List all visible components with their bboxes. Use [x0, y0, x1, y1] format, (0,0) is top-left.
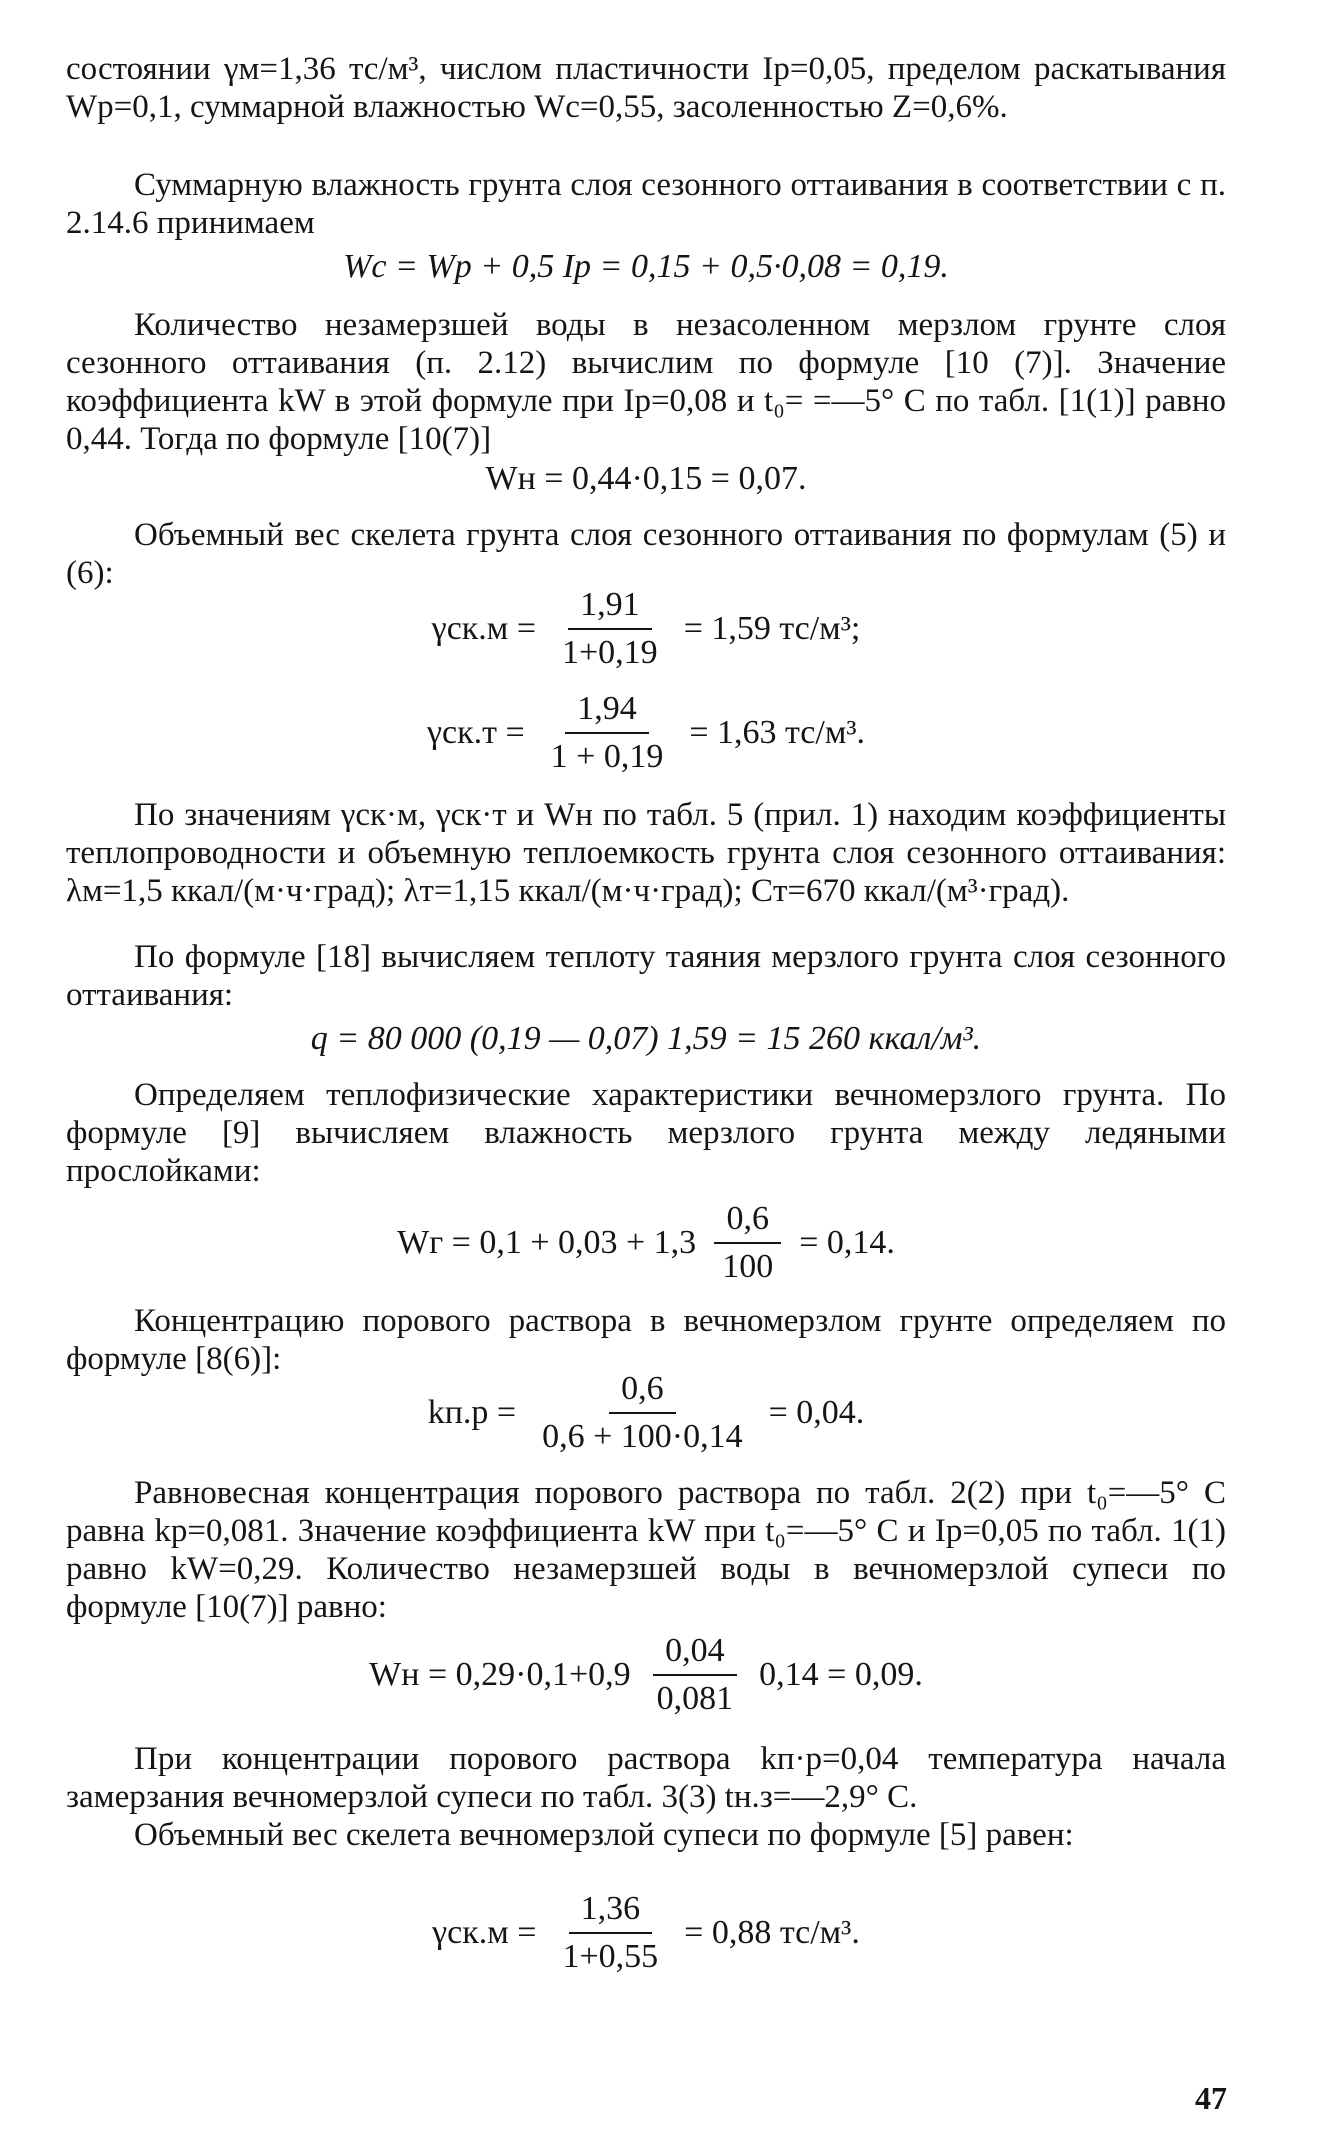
formula-left: γск.м = — [432, 1914, 537, 1951]
paragraph-unfrozen-water: Количество незамерзшей воды в незасоленном мерзлом грунте слоя сезонного оттаивания (п. 2.12) вычислим по формуле [10 (7)]. Значение коэффициента kW в этой формуле при Iр=0,08 и t₀= =—5° С по табл. [1(1)] равно 0,44. Тогда по формуле [10(7)] — [66, 307, 1226, 457]
formula-left: γск.м = — [431, 610, 536, 647]
fraction — [550, 586, 670, 672]
denominator: 1 + 0,19 — [550, 738, 664, 775]
paragraph-freezing-point: При концентрации порового раствора kп·р=0,04 температура начала замерзания вечномерзлой супеси по табл. 3(3) tн.з=—2,9° С. — [66, 1741, 1226, 1815]
formula-unfrozen-water: Wн = 0,44·0,15 = 0,07. — [485, 460, 807, 497]
formula-right: 0,14 = 0,09. — [759, 1656, 923, 1693]
denominator: 1+0,19 — [562, 634, 658, 671]
paragraph-skeleton-weight: Объемный вес скелета грунта слоя сезонного оттаивания по формулам (5) и (6): — [66, 517, 1226, 591]
paragraph-thaw-heat: По формуле [18] вычисляем теплоту таяния мерзлого грунта слоя сезонного оттаивания: — [66, 939, 1226, 1013]
formula-right: = 1,63 тс/м³. — [689, 714, 866, 751]
paragraph-thermal-coefficients: По значениям γск·м, γск·т и Wн по табл. 5 (прил. 1) находим коэффициенты теплопроводности и объемную теплоемкость грунта слоя сезонного оттаивания: λм=1,5 ккал/(м·ч·град); λт=1,15 ккал/(м·ч·град); Cт=670 ккал/(м³·град). — [66, 797, 1226, 909]
paragraph-total-moisture: Суммарную влажность грунта слоя сезонного оттаивания в соответствии с п. 2.14.6 принимаем — [66, 167, 1226, 241]
formula-left: Wг = 0,1 + 0,03 + 1,3 — [397, 1224, 697, 1261]
formula-right: = 0,04. — [768, 1394, 865, 1431]
formula-left: Wн = 0,29·0,1+0,9 — [369, 1656, 631, 1693]
fraction — [550, 1890, 670, 1976]
fraction — [530, 1370, 755, 1456]
denominator: 0,6 + 100·0,14 — [542, 1418, 743, 1455]
formula-permafrost-skeleton-weight — [66, 1890, 1226, 1976]
formula-ice-layer-moisture — [66, 1200, 1226, 1286]
formula-pore-concentration — [66, 1370, 1226, 1456]
formula-left: kп.р = — [427, 1394, 517, 1431]
formula-right: = 1,59 тс/м³; — [683, 610, 861, 647]
numerator: 1,94 — [565, 690, 649, 734]
paragraph-permafrost-characteristics: Определяем теплофизические характеристики вечномерзлого грунта. По формуле [9] вычисляем влажность мерзлого грунта между ледяными прослойками: — [66, 1077, 1226, 1189]
numerator: 1,36 — [569, 1890, 653, 1934]
formula-thaw-heat: q = 80 000 (0,19 — 0,07) 1,59 = 15 260 ккал/м³. — [310, 1020, 982, 1057]
formula-skeleton-weight-frozen — [66, 586, 1226, 672]
numerator: 0,6 — [609, 1370, 676, 1414]
formula-left: γск.т = — [426, 714, 525, 751]
formula-unfrozen-water-permafrost — [66, 1632, 1226, 1718]
paragraph-soil-properties: состоянии γм=1,36 тс/м³, числом пластичности Iр=0,05, пределом раскатывания Wр=0,1, суммарной влажностью Wс=0,55, засоленностью Z=0,6%. — [66, 51, 1226, 125]
numerator: 0,04 — [653, 1632, 737, 1676]
formula-total-moisture: Wс = Wр + 0,5 Iр = 0,15 + 0,5·0,08 = 0,19. — [343, 248, 949, 285]
denominator: 0,081 — [656, 1680, 734, 1717]
numerator: 0,6 — [714, 1200, 781, 1244]
denominator: 1+0,55 — [562, 1938, 659, 1975]
formula-right: = 0,14. — [799, 1224, 895, 1261]
fraction — [645, 1632, 746, 1718]
paragraph-permafrost-skeleton: Объемный вес скелета вечномерзлой супеси по формуле [5] равен: — [134, 1817, 1074, 1853]
formula-skeleton-weight-thawed — [66, 690, 1226, 776]
fraction — [539, 690, 676, 776]
paragraph-pore-solution: Концентрацию порового раствора в вечномерзлом грунте определяем по формуле [8(6)]: — [66, 1303, 1226, 1377]
fraction — [710, 1200, 785, 1286]
page-number: 47 — [1195, 2080, 1227, 2116]
paragraph-equilibrium-concentration: Равновесная концентрация порового раствора по табл. 2(2) при t₀=—5° С равна kр=0,081. Значение коэффициента kW при t₀=—5° С и Iр=0,05 по табл. 1(1) равно kW=0,29. Количество незамерзшей воды в вечномерзлой супеси по формуле [10(7)] равно: — [66, 1475, 1226, 1625]
numerator: 1,91 — [568, 586, 652, 630]
formula-right: = 0,88 тс/м³. — [684, 1914, 860, 1951]
denominator: 100 — [722, 1248, 774, 1285]
